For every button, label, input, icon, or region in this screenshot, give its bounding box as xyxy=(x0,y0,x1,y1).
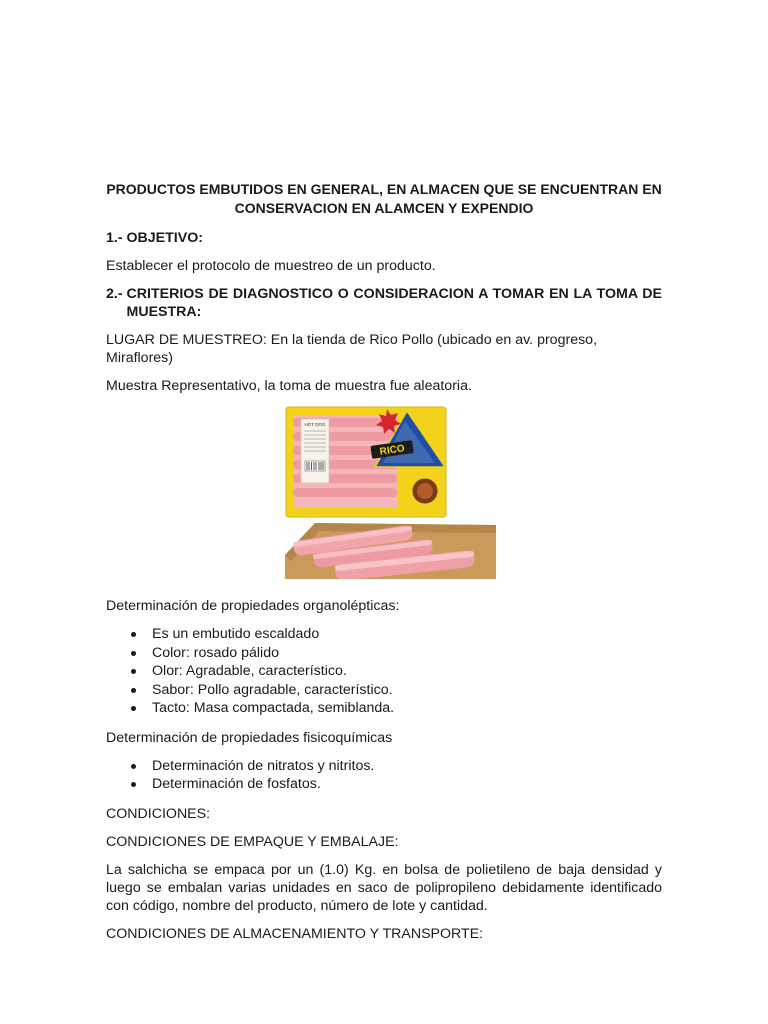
section2-number: 2.- xyxy=(106,286,123,302)
organolepticas-heading: Determinación de propiedades organolépticas: xyxy=(106,598,400,614)
list-item: Olor: Agradable, característico. xyxy=(152,662,662,681)
list-item: Determinación de nitratos y nitritos. xyxy=(152,757,662,776)
muestra-representativo: Muestra Representativo, la toma de muestra fue aleatoria. xyxy=(106,378,472,394)
list-item: Color: rosado pálido xyxy=(152,644,662,663)
section1-text: Establecer el protocolo de muestreo de un producto. xyxy=(106,258,436,274)
list-item: Tacto: Masa compactada, semiblanda. xyxy=(152,699,662,718)
document-title: PRODUCTOS EMBUTIDOS EN GENERAL, EN ALMACEN QUE SE ENCUENTRAN EN CONSERVACION EN ALAMCEN Y EXPENDIO xyxy=(106,181,662,216)
list-item: Determinación de fosfatos. xyxy=(152,775,662,794)
fisicoquimicas-heading: Determinación de propiedades fisicoquímicas xyxy=(106,729,393,746)
empaque-text: La salchicha se empaca por un (1.0) Kg. en bolsa de polietileno de baja densidad y luego se embalan varias unidades en saco de polipropileno debidamente identificado con código, nombre del producto, número de lote y cantidad. xyxy=(106,861,662,914)
section1-heading: 1.- OBJETIVO: xyxy=(106,230,203,246)
section2-heading-text: CRITERIOS DE DIAGNOSTICO O CONSIDERACION A TOMAR EN LA TOMA DE MUESTRA: xyxy=(126,286,662,320)
almacenamiento-heading: CONDICIONES DE ALMACENAMIENTO Y TRANSPORTE: xyxy=(106,925,484,942)
fisicoquimicas-list xyxy=(106,757,662,794)
product-photo xyxy=(285,405,496,579)
document-page xyxy=(106,180,662,953)
rico-brand-text: RICO xyxy=(379,443,406,458)
organolepticas-list xyxy=(106,625,662,718)
list-item: Es un embutido escaldado xyxy=(152,625,662,644)
empaque-heading: CONDICIONES DE EMPAQUE Y EMBALAJE: xyxy=(106,833,399,850)
section2-heading xyxy=(106,285,662,321)
lugar-de-muestreo: LUGAR DE MUESTREO: En la tienda de Rico Pollo (ubicado en av. progreso, Miraflores) xyxy=(106,332,598,366)
photo-container xyxy=(106,405,662,581)
list-item: Sabor: Pollo agradable, característico. xyxy=(152,681,662,700)
condiciones-heading: CONDICIONES: xyxy=(106,805,211,822)
package-label-text: HOT DOG xyxy=(304,422,326,427)
